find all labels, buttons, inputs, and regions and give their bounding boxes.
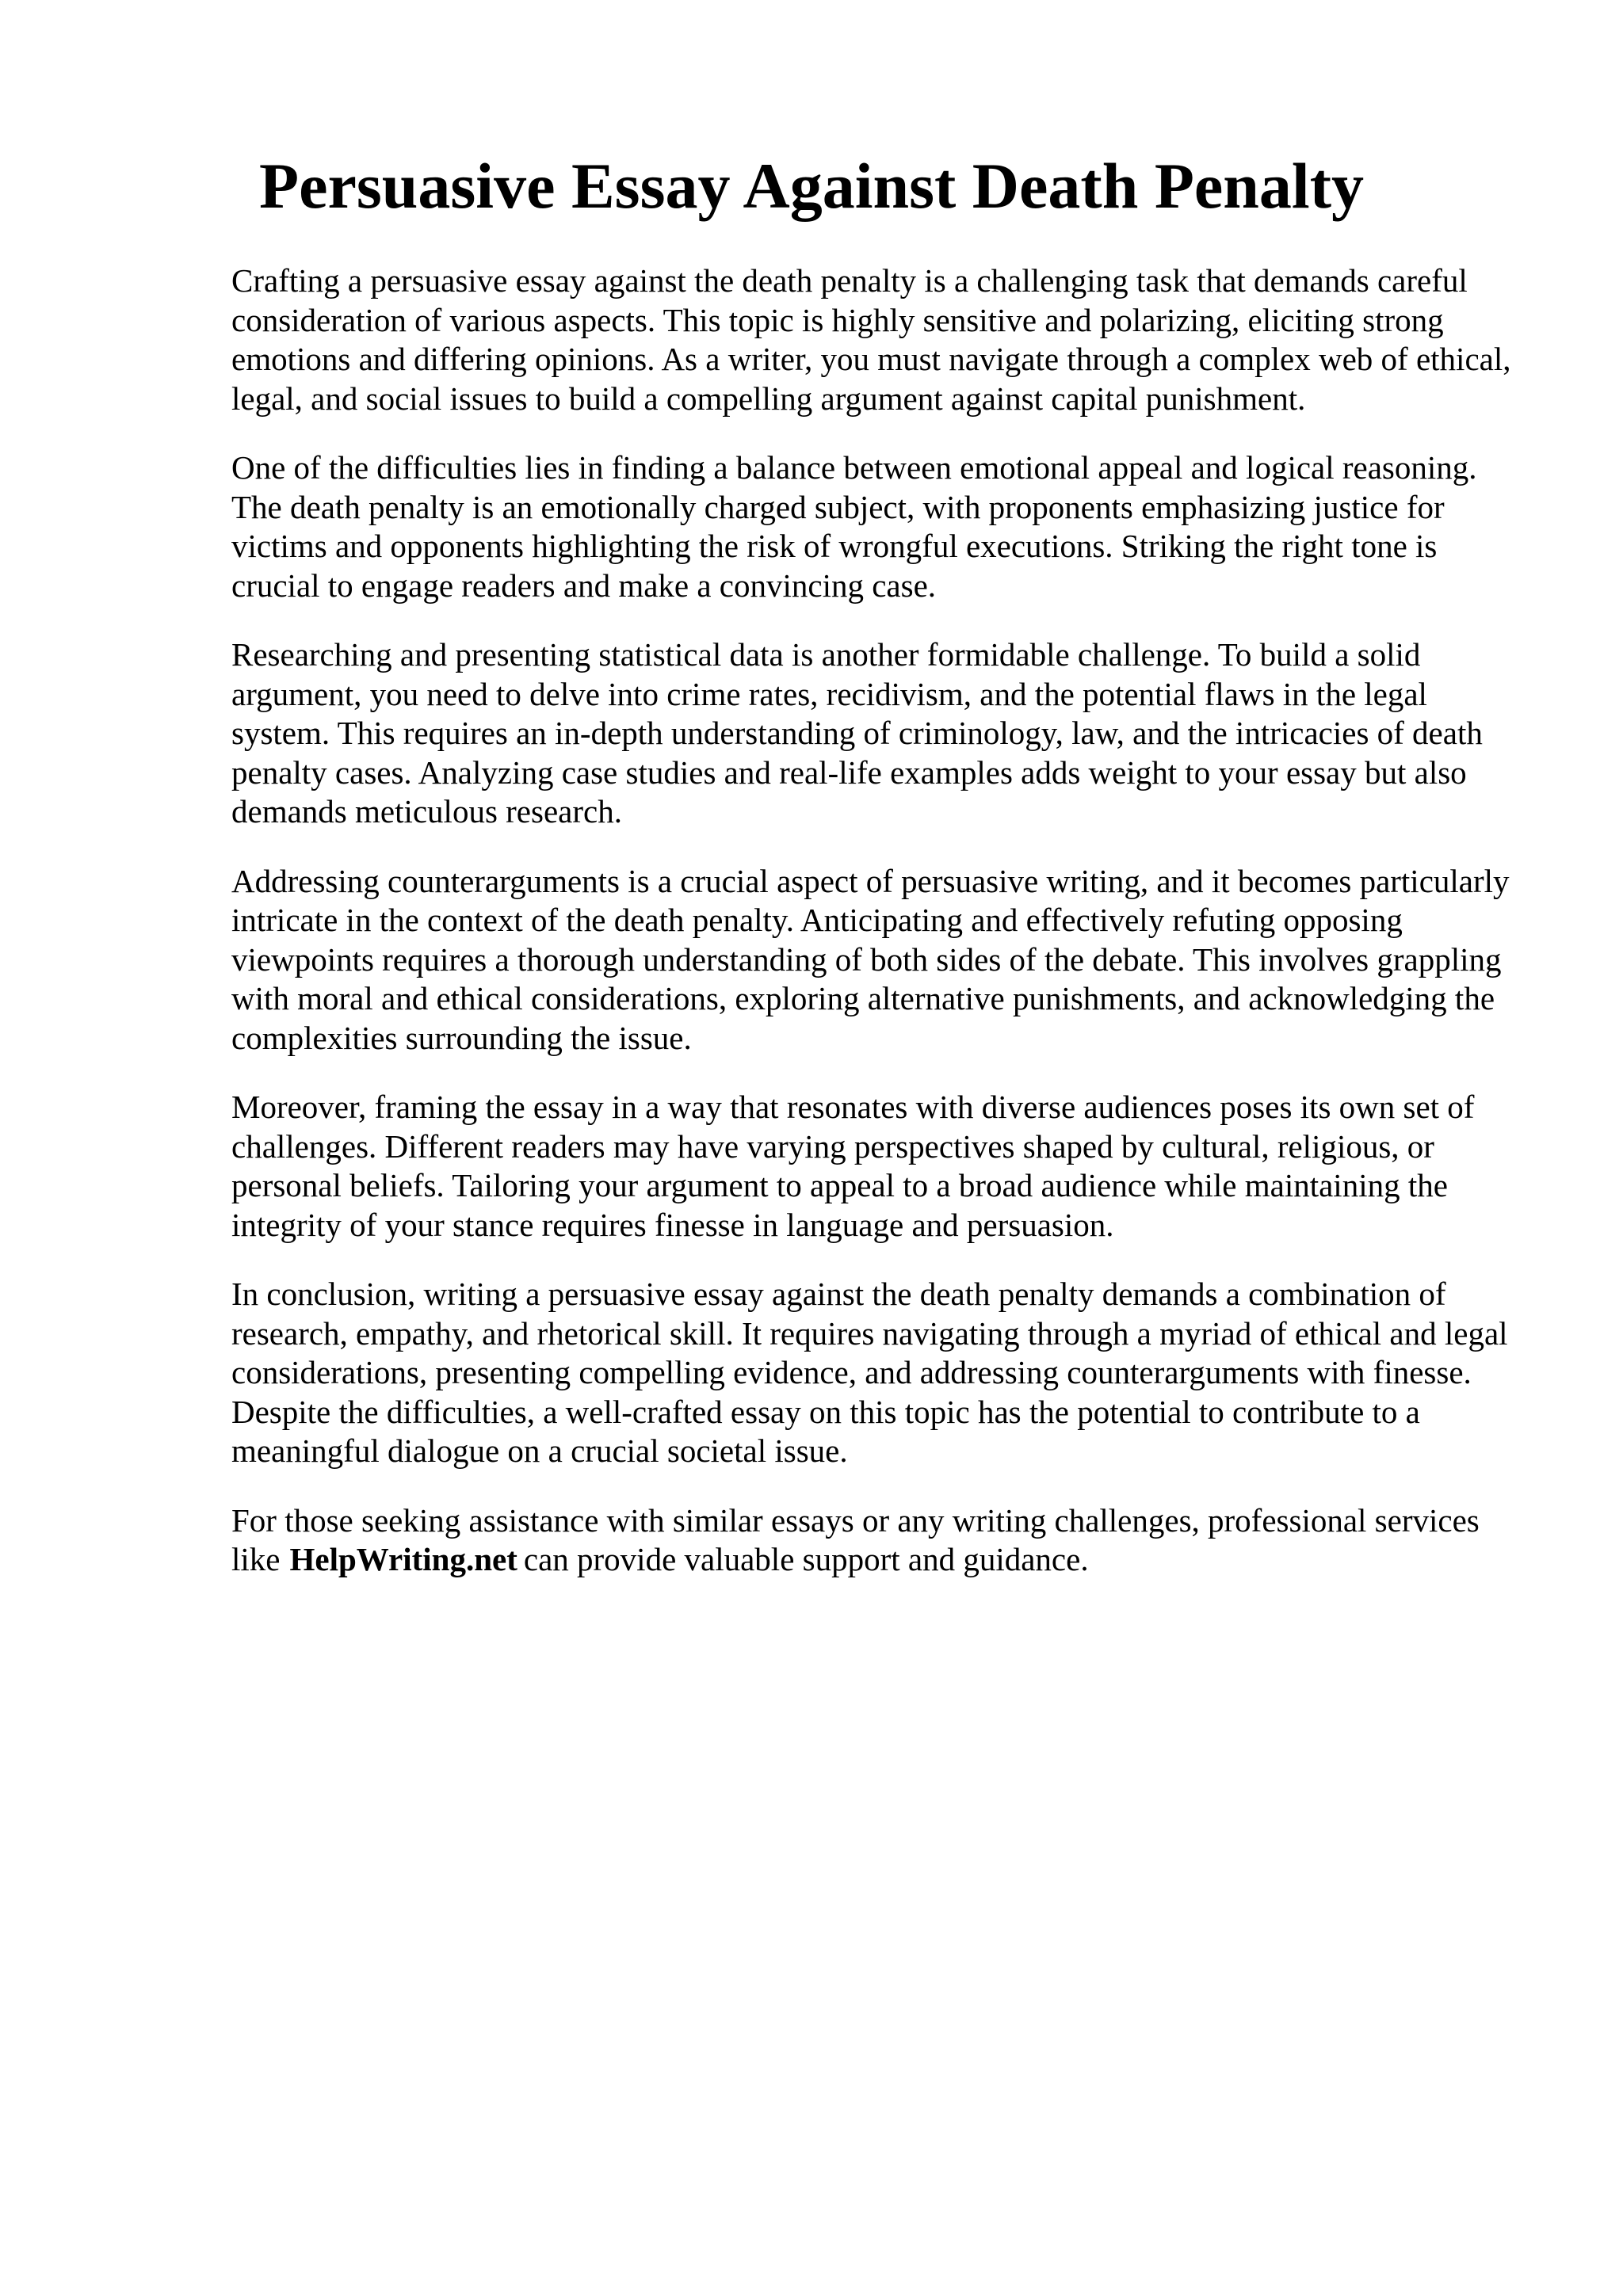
paragraph-balance: One of the difficulties lies in finding a balance between emotional appeal and logical reasoning. The death penalty is an emotionally charged subject, with proponents emphasizing justice for victims and opponents highlighting the risk of wrongful executions. Striking the right tone is crucial to engage readers and make a convincing case. — [231, 449, 1477, 604]
paragraph-intro: Crafting a persuasive essay against the death penalty is a challenging task that demands careful consideration of various aspects. This topic is highly sensitive and polarizing, eliciting strong emotions and differing opinions. As a writer, you must navigate through a complex web of ethical, legal, and social issues to build a compelling argument against capital punishment. — [231, 262, 1511, 417]
essay-body — [231, 261, 1531, 1610]
paragraph-research: Researching and presenting statistical data is another formidable challenge. To build a solid argument, you need to delve into crime rates, recidivism, and the potential flaws in the legal system. This requires an in-depth understanding of criminology, law, and the intricacies of death penalty cases. Analyzing case studies and real-life examples adds weight to your essay but also demands meticulous research. — [231, 636, 1483, 830]
paragraph-counterarguments: Addressing counterarguments is a crucial aspect of persuasive writing, and it becomes particularly intricate in the context of the death penalty. Anticipating and effectively refuting opposing viewpoints requires a thorough understanding of both sides of the debate. This involves grappling with moral and ethical considerations, exploring alternative punishments, and acknowledging the complexities surrounding the issue. — [231, 862, 1510, 1056]
helpwriting-link[interactable]: HelpWriting.net — [289, 1541, 517, 1577]
paragraph-closing — [231, 1501, 1531, 1580]
paragraph-audiences: Moreover, framing the essay in a way that resonates with diverse audiences poses its own set of challenges. Different readers may have varying perspectives shaped by cultural, religious, or personal beliefs. Tailoring your argument to appeal to a broad audience while maintaining the integrity of your stance requires finesse in language and persuasion. — [231, 1089, 1475, 1243]
paragraph-conclusion: In conclusion, writing a persuasive essay against the death penalty demands a combination of research, empathy, and rhetorical skill. It requires navigating through a myriad of ethical and legal considerations, presenting compelling evidence, and addressing counterarguments with finesse. Despite the difficulties, a well-crafted essay on this topic has the potential to contribute to a meaningful dialogue on a crucial societal issue. — [231, 1276, 1508, 1469]
closing-text-before: For those seeking assistance with similar essays or any writing challenges, professional services like — [231, 1501, 1480, 1577]
closing-text-after: can provide valuable support and guidance. — [523, 1541, 1089, 1577]
page-title: Persuasive Essay Against Death Penalty — [259, 150, 1364, 222]
